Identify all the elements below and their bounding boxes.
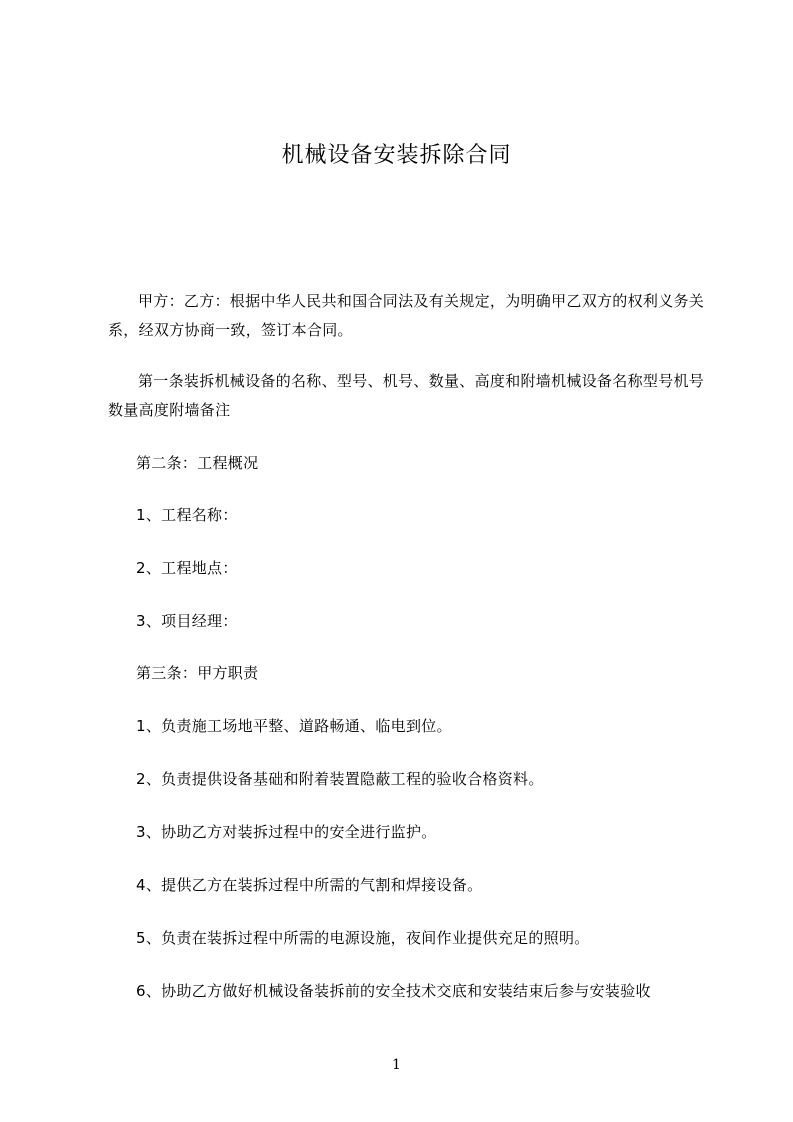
article-3-item: 5、负责在装拆过程中所需的电源设施，夜间作业提供充足的照明。 <box>136 929 590 947</box>
article-1-paragraph <box>108 367 708 425</box>
intro-paragraph <box>108 287 708 345</box>
article-2-item: 1、工程名称： <box>136 506 238 524</box>
article-3-item: 3、协助乙方对装拆过程中的安全进行监护。 <box>136 823 437 841</box>
article-3-item: 1、负责施工场地平整、道路畅通、临电到位。 <box>136 717 452 735</box>
article-3-item: 4、提供乙方在装拆过程中所需的气割和焊接设备。 <box>136 876 483 894</box>
article-3-item: 6、协助乙方做好机械设备装拆前的安全技术交底和安装结束后参与安装验收 <box>136 982 651 1000</box>
article-2-item: 3、项目经理： <box>136 612 238 630</box>
document-title: 机械设备安装拆除合同 <box>281 143 512 168</box>
intro-text: 甲方：乙方：根据中华人民共和国合同法及有关规定，为明确甲乙双方的权利义务关系，经双方协商一致，签订本合同。 <box>108 292 705 339</box>
article-3-item: 2、负责提供设备基础和附着装置隐蔽工程的验收合格资料。 <box>136 770 544 788</box>
page-number: 1 <box>392 1057 401 1073</box>
article-1-text: 第一条装拆机械设备的名称、型号、机号、数量、高度和附墙机械设备名称型号机号数量高度附墙备注 <box>108 372 705 419</box>
article-2-item: 2、工程地点： <box>136 559 238 577</box>
article-2-heading: 第二条：工程概况 <box>136 454 259 472</box>
article-3-heading: 第三条：甲方职责 <box>136 664 259 682</box>
